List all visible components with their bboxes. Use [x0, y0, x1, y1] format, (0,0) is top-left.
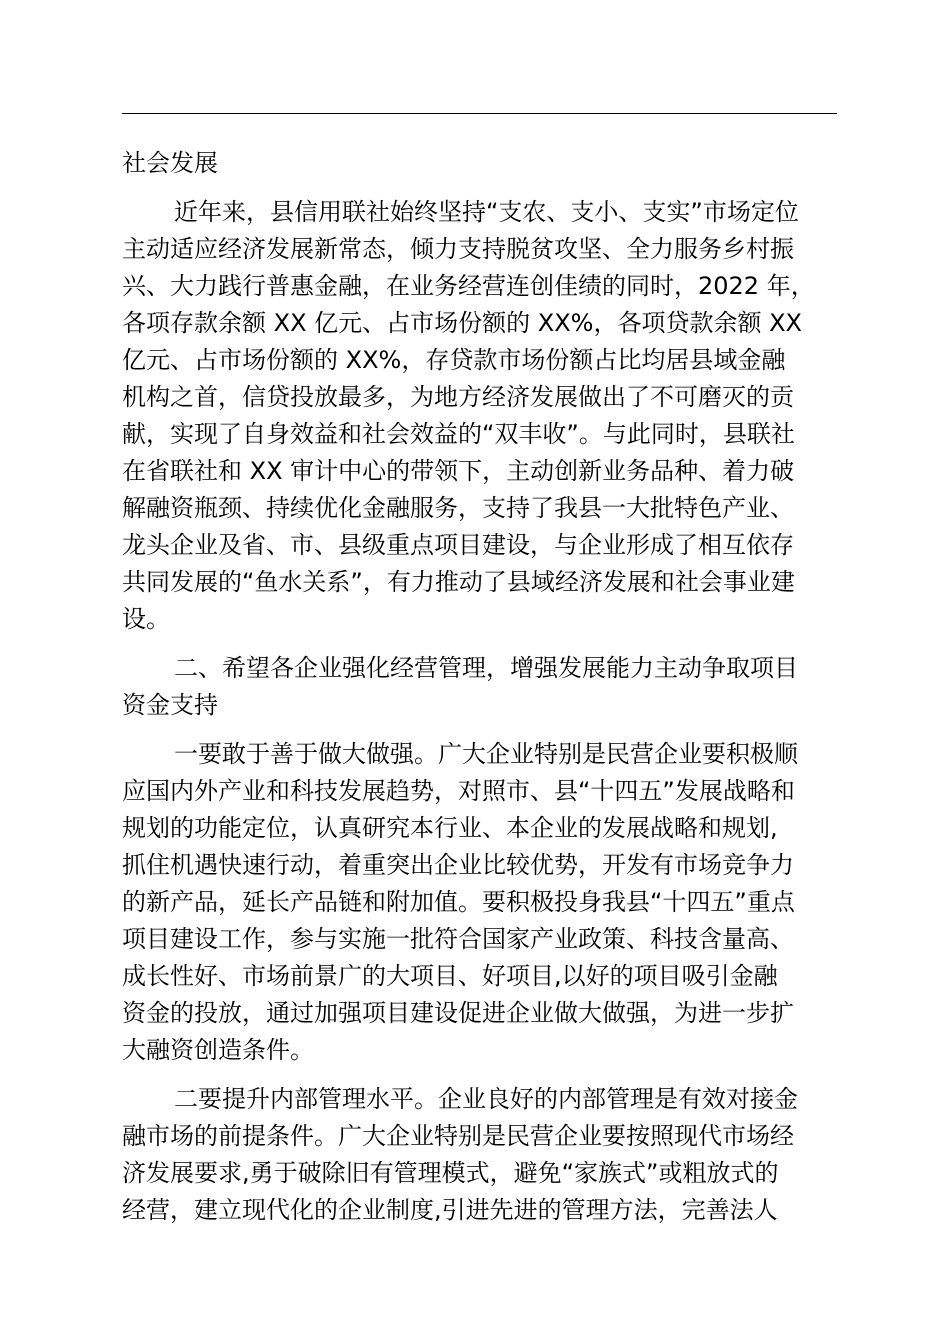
- text-line: 设。: [122, 605, 170, 633]
- paragraph: [122, 194, 837, 638]
- document-body: [122, 145, 837, 1229]
- text-line: 资金支持: [122, 691, 218, 719]
- text-line: 社会发展: [122, 149, 218, 177]
- paragraph: [122, 145, 837, 182]
- header-rule: [122, 113, 837, 114]
- paragraph-gap: [122, 1069, 837, 1081]
- text-line: 二要提升内部管理水平。企业良好的内部管理是有效对接金: [174, 1085, 798, 1113]
- text-line: 抓住机遇快速行动，着重突出企业比较优势，开发有市场竞争力: [122, 851, 794, 879]
- text-line: 解融资瓶颈、持续优化金融服务，支持了我县一大批特色产业、: [122, 494, 794, 522]
- text-line: 一要敢于善于做大做强。广大企业特别是民营企业要积极顺: [174, 740, 798, 768]
- text-line: 龙头企业及省、市、县级重点项目建设，与企业形成了相互依存: [122, 531, 794, 559]
- text-line: 亿元、占市场份额的 XX%，存贷款市场份额占比均居县域金融: [122, 346, 786, 374]
- text-line: 二、希望各企业强化经营管理，增强发展能力主动争取项目: [174, 654, 798, 682]
- text-line: 近年来，县信用联社始终坚持“支农、支小、支实”市场定位: [174, 198, 799, 226]
- text-line: 献，实现了自身效益和社会效益的“双丰收”。与此同时，县联社: [122, 420, 795, 448]
- text-line: 机构之首，信贷投放最多，为地方经济发展做出了不可磨灭的贡: [122, 383, 794, 411]
- text-line: 规划的功能定位，认真研究本行业、本企业的发展战略和规划,: [122, 814, 778, 842]
- paragraph-gap: [122, 724, 837, 736]
- paragraph-gap: [122, 182, 837, 194]
- text-line: 融市场的前提条件。广大企业特别是民营企业要按照现代市场经: [122, 1122, 794, 1150]
- paragraph: [122, 1081, 837, 1229]
- text-line: 各项存款余额 XX 亿元、占市场份额的 XX%，各项贷款余额 XX: [122, 309, 802, 337]
- paragraph-gap: [122, 638, 837, 650]
- text-line: 济发展要求,勇于破除旧有管理模式，避免“家族式”或粗放式的: [122, 1159, 779, 1187]
- text-line: 在省联社和 XX 审计中心的带领下，主动创新业务品种、着力破: [122, 457, 795, 485]
- text-line: 资金的投放，通过加强项目建设促进企业做大做强，为进一步扩: [122, 999, 794, 1027]
- text-line: 项目建设工作，参与实施一批符合国家产业政策、科技含量高、: [122, 925, 794, 953]
- text-line: 共同发展的“鱼水关系”，有力推动了县域经济发展和社会事业建: [122, 568, 795, 596]
- text-line: 主动适应经济发展新常态，倾力支持脱贫攻坚、全力服务乡村振: [122, 235, 794, 263]
- text-line: 的新产品，延长产品链和附加值。要积极投身我县“十四五”重点: [122, 888, 795, 916]
- text-line: 经营，建立现代化的企业制度,引进先进的管理方法，完善法人: [122, 1196, 778, 1224]
- text-line: 大融资创造条件。: [122, 1036, 314, 1064]
- text-line: 兴、大力践行普惠金融，在业务经营连创佳绩的同时，2022 年，: [122, 272, 815, 300]
- text-line: 应国内外产业和科技发展趋势，对照市、县“十四五”发展战略和: [122, 777, 795, 805]
- text-line: 成长性好、市场前景广的大项目、好项目,以好的项目吸引金融: [122, 962, 778, 990]
- paragraph: [122, 650, 837, 724]
- paragraph: [122, 736, 837, 1069]
